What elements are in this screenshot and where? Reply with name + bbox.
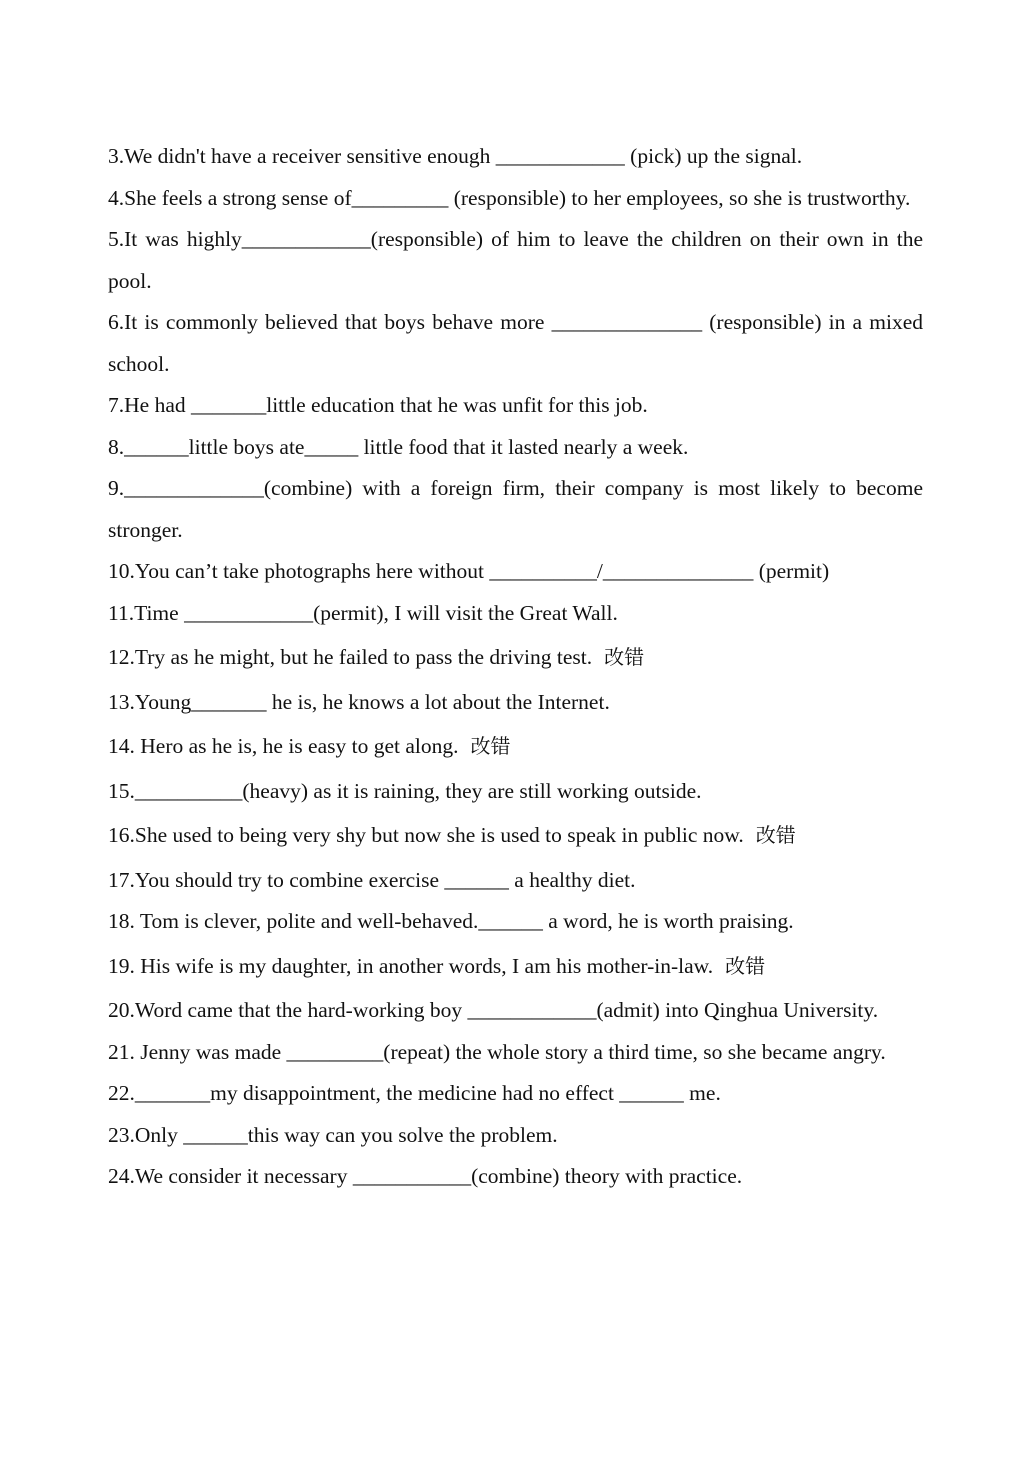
question-5	[108, 219, 923, 302]
question-14	[108, 726, 923, 768]
question-10	[108, 551, 923, 593]
question-text: 18. Tom is clever, polite and well-behaved.______ a word, he is worth praising.	[108, 909, 794, 933]
question-9	[108, 468, 923, 551]
question-text: 16.She used to being very shy but now she is used to speak in public now.	[108, 823, 744, 847]
question-22	[108, 1073, 923, 1115]
question-8	[108, 427, 923, 469]
correction-tag: 改错	[604, 645, 645, 669]
question-12	[108, 637, 923, 679]
question-text: 11.Time ____________(permit), I will visit the Great Wall.	[108, 600, 618, 625]
question-text: 24.We consider it necessary ___________(combine) theory with practice.	[108, 1164, 743, 1188]
question-24	[108, 1156, 923, 1198]
question-text: 15.__________(heavy) as it is raining, they are still working outside.	[108, 778, 702, 803]
question-21	[108, 1032, 923, 1074]
question-text: 12.Try as he might, but he failed to pass the driving test.	[108, 645, 593, 669]
question-text: 13.Young_______ he is, he knows a lot about the Internet.	[108, 689, 610, 714]
question-text: 6.It is commonly believed that boys behave more ______________ (responsible) in a mixed school.	[108, 310, 923, 376]
question-7	[108, 385, 923, 427]
question-17	[108, 860, 923, 902]
question-text: 5.It was highly____________(responsible) of him to leave the children on their own in the pool.	[108, 227, 923, 293]
question-text: 22._______my disappointment, the medicine had no effect ______ me.	[108, 1081, 721, 1105]
question-text: 9._____________(combine) with a foreign firm, their company is most likely to become stronger.	[108, 476, 923, 542]
question-text: 3.We didn't have a receiver sensitive enough ____________ (pick) up the signal.	[108, 144, 803, 168]
correction-tag: 改错	[755, 823, 796, 847]
question-19	[108, 946, 923, 988]
question-4	[108, 178, 923, 220]
question-text: 14. Hero as he is, he is easy to get along.	[108, 734, 459, 758]
question-text: 21. Jenny was made _________(repeat) the whole story a third time, so she became angry.	[108, 1039, 886, 1064]
question-text: 4.She feels a strong sense of_________ (responsible) to her employees, so she is trustworthy.	[108, 185, 911, 210]
question-3	[108, 136, 923, 178]
question-13	[108, 682, 923, 724]
question-20	[108, 990, 923, 1032]
question-text: 20.Word came that the hard-working boy ____________(admit) into Qinghua University.	[108, 998, 879, 1022]
question-text: 7.He had _______little education that he was unfit for this job.	[108, 393, 648, 417]
question-text: 23.Only ______this way can you solve the problem.	[108, 1122, 558, 1147]
correction-tag: 改错	[725, 953, 766, 978]
question-16	[108, 815, 923, 857]
question-11	[108, 593, 923, 635]
question-23	[108, 1115, 923, 1157]
worksheet	[108, 136, 923, 1198]
question-text: 10.You can’t take photographs here without __________/______________ (permit)	[108, 559, 830, 583]
question-18	[108, 901, 923, 943]
question-text: 19. His wife is my daughter, in another words, I am his mother-in-law.	[108, 953, 714, 978]
question-text: 8.______little boys ate_____ little food that it lasted nearly a week.	[108, 434, 689, 459]
correction-tag: 改错	[470, 734, 511, 758]
question-6	[108, 302, 923, 385]
question-15	[108, 771, 923, 813]
question-text: 17.You should try to combine exercise ______ a healthy diet.	[108, 867, 636, 892]
